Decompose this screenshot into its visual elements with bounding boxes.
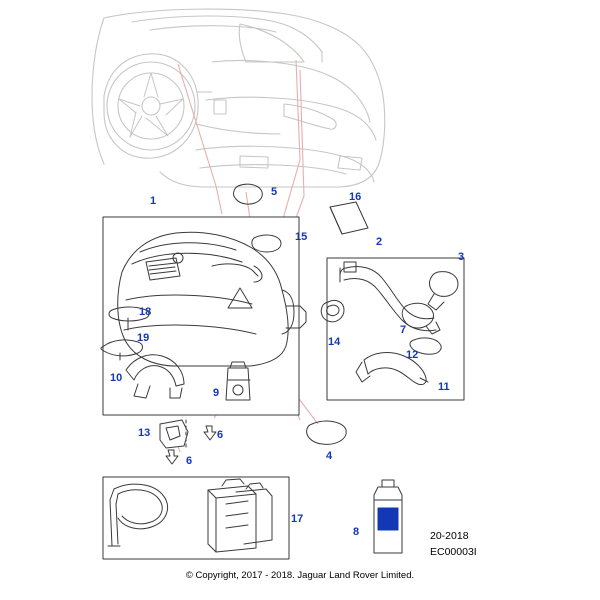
copyright-notice: © Copyright, 2017 - 2018. Jaguar Land Rover Limited. <box>185 570 415 581</box>
drawing-code-label: EC00003I <box>430 546 477 558</box>
callout-17: 17 <box>291 513 304 525</box>
callout-14: 14 <box>328 336 341 348</box>
callout-16: 16 <box>349 191 362 203</box>
callout-10: 10 <box>110 372 123 384</box>
callout-5: 5 <box>271 186 278 198</box>
callout-15: 15 <box>295 231 308 243</box>
callout-19: 19 <box>137 332 150 344</box>
callout-9: 9 <box>213 387 220 399</box>
callout-2: 2 <box>376 236 383 248</box>
callout-1: 1 <box>150 195 157 207</box>
callout-7: 7 <box>400 324 407 336</box>
callout-3: 3 <box>458 251 465 263</box>
part-number-label: 20-2018 <box>430 530 469 542</box>
callout-18: 18 <box>139 306 152 318</box>
callout-13: 13 <box>138 427 151 439</box>
callout-8: 8 <box>353 526 360 538</box>
callout-11: 11 <box>438 381 450 393</box>
callout-12: 12 <box>406 349 419 361</box>
callout-6-upper: 6 <box>217 429 224 441</box>
callout-4: 4 <box>326 450 333 462</box>
callout-6-lower: 6 <box>186 455 193 467</box>
